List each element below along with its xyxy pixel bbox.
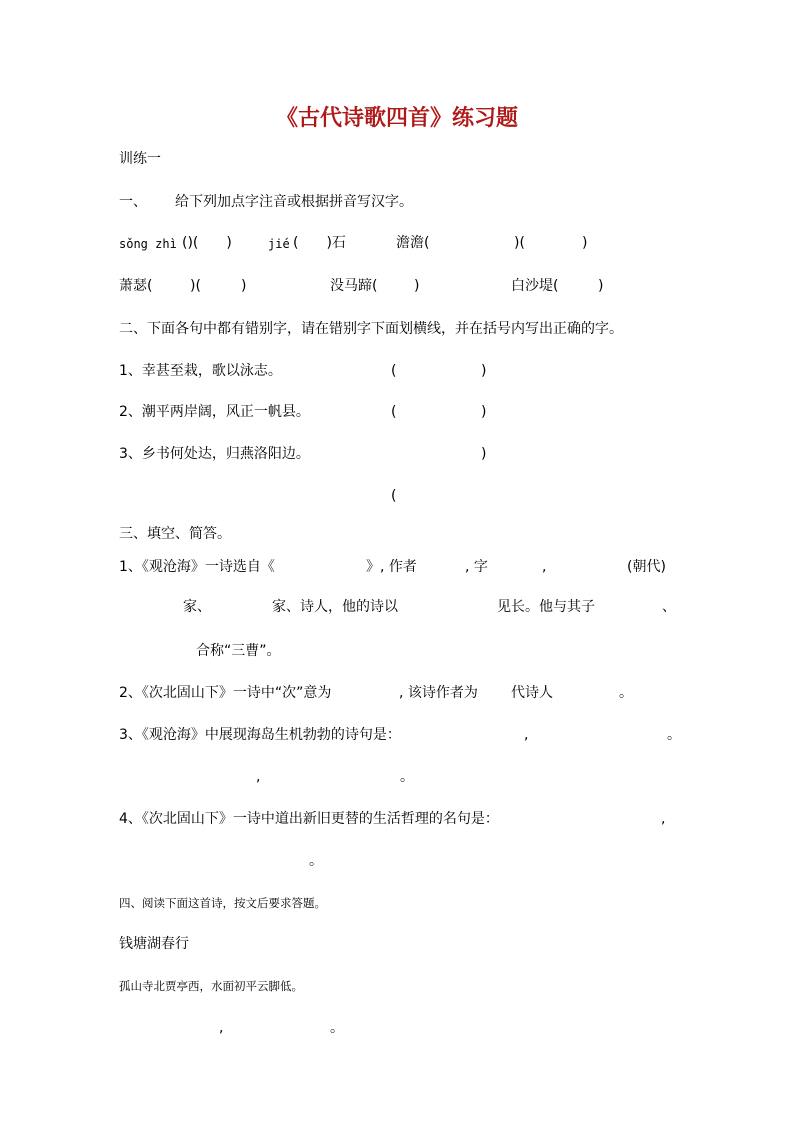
s3-q1-part: 合称“三曹”。 [196,643,281,659]
s3-q2-part: 代诗人 [511,685,553,701]
s3-q1-part: 见长。他与其子 [497,599,595,615]
pinyin-songzhi: sǒng zhì [119,237,177,251]
answer-paren: )( [190,278,201,294]
answer-paren-open: ( [391,363,397,379]
answer-paren: ) [414,278,420,294]
answer-paren-close: ) [481,363,487,379]
s3-q2-part: 2、《次北固山下》一诗中“次”意为 [119,685,332,701]
s3-q4-part: 4、《次北固山下》一诗中道出新旧更替的生活哲理的名句是： [119,811,499,827]
s1-heading-number: 一、 [119,194,147,210]
s3-q2-part: 。 [619,685,633,701]
s3-q1-part: 家、诗人，他的诗以 [272,599,398,615]
word-dandan: 澹澹( [396,235,430,251]
word-momati: 没马蹄( [330,278,378,294]
s3-q1-part: (朝代) [627,559,666,575]
answer-paren-open: ( [391,488,397,504]
word-baishadi: 白沙堤( [511,278,559,294]
answer-paren-close: ) [481,404,487,420]
answer-paren: ()( ) [182,235,232,251]
s3-q1-part: , 字 [465,559,488,575]
s2-heading: 二、下面各句中都有错别字，请在错别字下面划横线，并在括号内写出正确的字。 [119,321,623,337]
s3-q3-part: 。 [667,727,681,743]
s3-q1-part: 1、《观沧海》一诗选自《 [119,559,275,575]
page-title: 《古代诗歌四首》练习题 [275,105,518,131]
answer-paren: ( )石 [293,235,346,251]
s3-q1-part: , [542,559,547,575]
poem-blank-comma: , [219,1020,224,1036]
answer-paren: ) [598,278,604,294]
s3-q3-part: 。 [400,769,414,785]
s3-q3-part: , [524,727,529,743]
answer-paren: ) [582,235,588,251]
s3-q1-part: 、 [662,599,676,615]
s2-item-3: 3、乡书何处达，归燕洛阳边。 [119,446,310,462]
word-xiaose: 萧瑟( [119,278,153,294]
answer-paren-open: ( [391,404,397,420]
poem-blank-period: 。 [330,1020,344,1036]
s3-q2-part: , 该诗作者为 [399,685,478,701]
s2-item-1: 1、幸甚至栽，歌以泳志。 [119,363,282,379]
s2-item-2: 2、潮平两岸阔，风正一帆县。 [119,404,310,420]
answer-paren: ) [241,278,247,294]
s3-q1-part: 家、 [183,599,211,615]
s3-heading: 三、填空、简答。 [119,526,231,542]
answer-paren-close: ) [481,446,487,462]
s3-q3-part: , [256,769,261,785]
s3-q3-part: 3、《观沧海》中展现海岛生机勃勃的诗句是： [119,727,401,743]
poem-title: 钱塘湖春行 [119,936,189,952]
s1-heading: 给下列加点字注音或根据拼音写汉字。 [175,194,413,210]
s4-heading: 四、阅读下面这首诗，按文后要求答题。 [119,896,326,910]
s3-q1-part: 》, 作者 [366,559,417,575]
poem-line-1: 孤山寺北贾亭西，水面初平云脚低。 [119,979,303,993]
section-label: 训练一 [119,151,161,167]
answer-paren: )( [514,235,525,251]
s3-q4-part: 。 [309,853,323,869]
s3-q4-part: , [661,811,666,827]
pinyin-jie: jié [268,237,290,251]
